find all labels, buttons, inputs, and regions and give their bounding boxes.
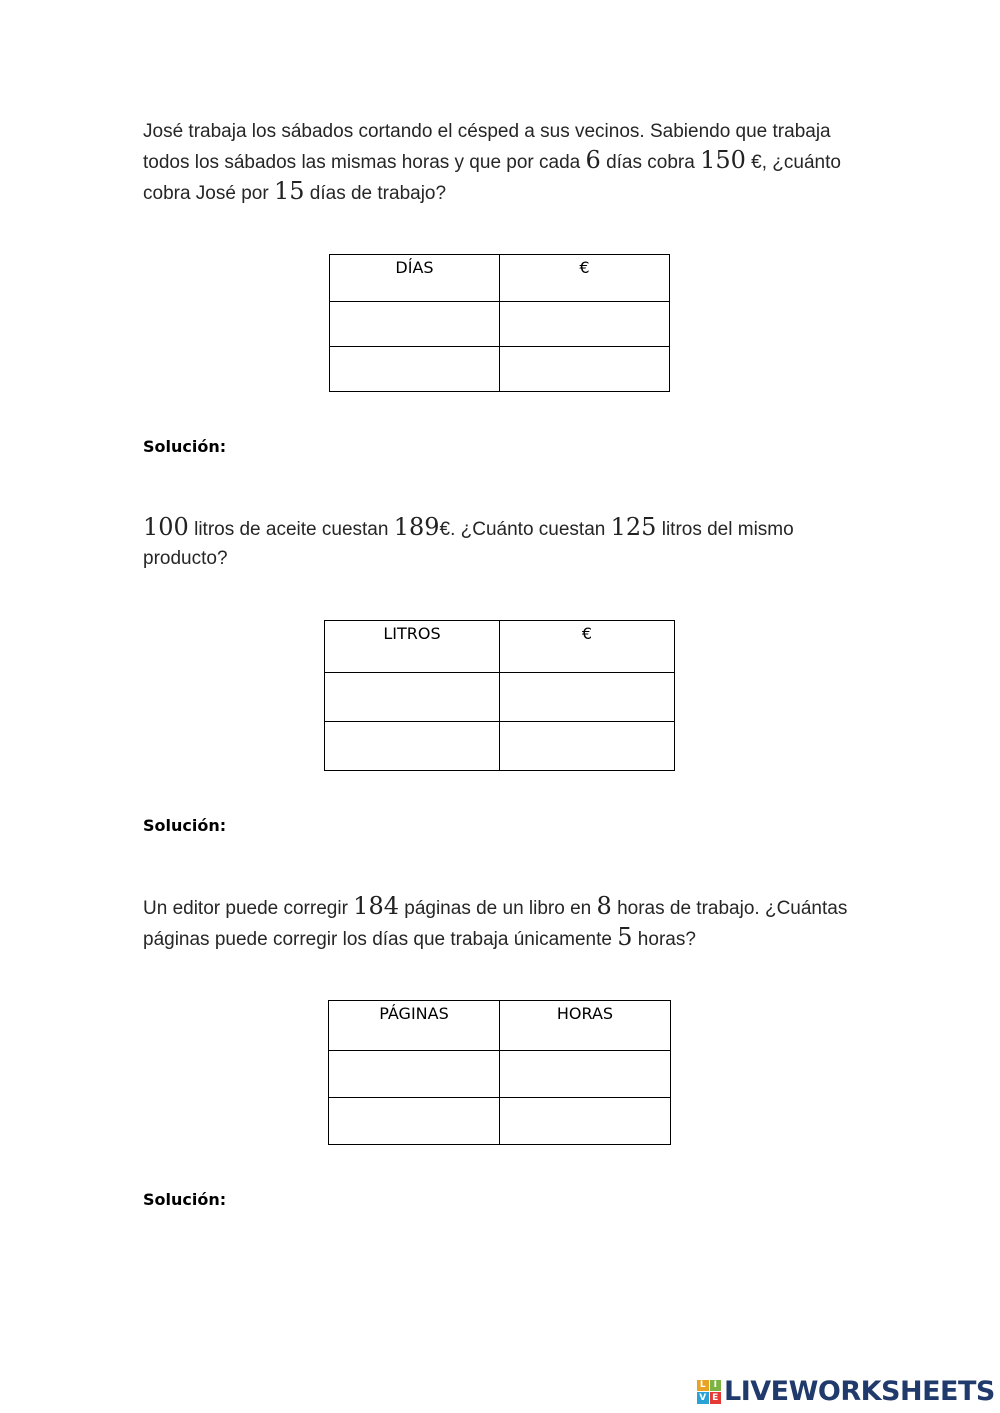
logo-mark-cell: E xyxy=(710,1392,722,1404)
problem-3-number: 184 xyxy=(353,892,399,920)
problem-2-number: 125 xyxy=(610,513,657,541)
liveworksheets-logo-icon xyxy=(697,1380,721,1404)
problem-2-number: 100 xyxy=(143,513,189,541)
logo-mark-cell: L xyxy=(697,1380,709,1392)
problem-1-number: 15 xyxy=(273,177,305,205)
problem-2-number: 189 xyxy=(393,513,440,541)
problem-3-segment: páginas de un libro en xyxy=(398,898,597,919)
answer-cell[interactable] xyxy=(329,1051,500,1098)
logo-mark-cell: I xyxy=(710,1380,722,1392)
table-header-cell: € xyxy=(500,621,675,673)
answer-cell[interactable] xyxy=(500,347,670,392)
problem-2-table xyxy=(324,620,675,771)
problem-1-segment: €, ¿cuánto cobra José por xyxy=(143,152,841,204)
answer-cell[interactable] xyxy=(329,1098,500,1145)
answer-cell[interactable] xyxy=(330,302,500,347)
solution-label-1: Solución: xyxy=(143,437,227,456)
problem-1-segment: días de trabajo? xyxy=(304,183,447,204)
answer-cell[interactable] xyxy=(325,722,500,771)
problem-1-segment: días cobra xyxy=(600,152,701,173)
solution-label-3: Solución: xyxy=(143,1190,227,1209)
problem-3-segment: horas? xyxy=(632,929,696,950)
problem-3-text xyxy=(143,892,863,954)
problem-1-segment: José trabaja los sábados cortando el césped a sus vecinos. Sabiendo que trabaja todos los sábados las mismas horas y que por cada xyxy=(143,121,831,173)
answer-cell[interactable] xyxy=(500,722,675,771)
problem-1-number: 150 xyxy=(700,146,746,174)
answer-cell[interactable] xyxy=(500,302,670,347)
problem-2-text xyxy=(143,513,863,573)
answer-cell[interactable] xyxy=(500,1098,671,1145)
problem-3-segment: Un editor puede corregir xyxy=(143,898,354,919)
answer-cell[interactable] xyxy=(330,347,500,392)
answer-cell[interactable] xyxy=(500,1051,671,1098)
problem-3-number: 5 xyxy=(617,923,633,951)
table-header-cell: DÍAS xyxy=(330,255,500,302)
logo-mark-cell: V xyxy=(697,1392,709,1404)
problem-1-number: 6 xyxy=(585,146,601,174)
logo-text: LIVEWORKSHEETS xyxy=(724,1376,995,1407)
answer-cell[interactable] xyxy=(500,673,675,722)
table-header-cell: HORAS xyxy=(500,1001,671,1051)
problem-2-segment: litros del mismo producto? xyxy=(143,519,794,569)
liveworksheets-logo xyxy=(697,1376,995,1407)
problem-1-table xyxy=(329,254,670,392)
table-header-cell: € xyxy=(500,255,670,302)
problem-3-table xyxy=(328,1000,671,1145)
answer-cell[interactable] xyxy=(325,673,500,722)
problem-1-text xyxy=(143,117,863,208)
solution-label-2: Solución: xyxy=(143,816,227,835)
table-header-cell: LITROS xyxy=(325,621,500,673)
table-header-cell: PÁGINAS xyxy=(329,1001,500,1051)
problem-2-segment: litros de aceite cuestan xyxy=(188,519,394,540)
problem-3-segment: horas de trabajo. ¿Cuántas páginas puede corregir los días que trabaja únicamente xyxy=(143,898,848,950)
problem-3-number: 8 xyxy=(596,892,612,920)
problem-2-segment: €. ¿Cuánto cuestan xyxy=(439,519,611,540)
